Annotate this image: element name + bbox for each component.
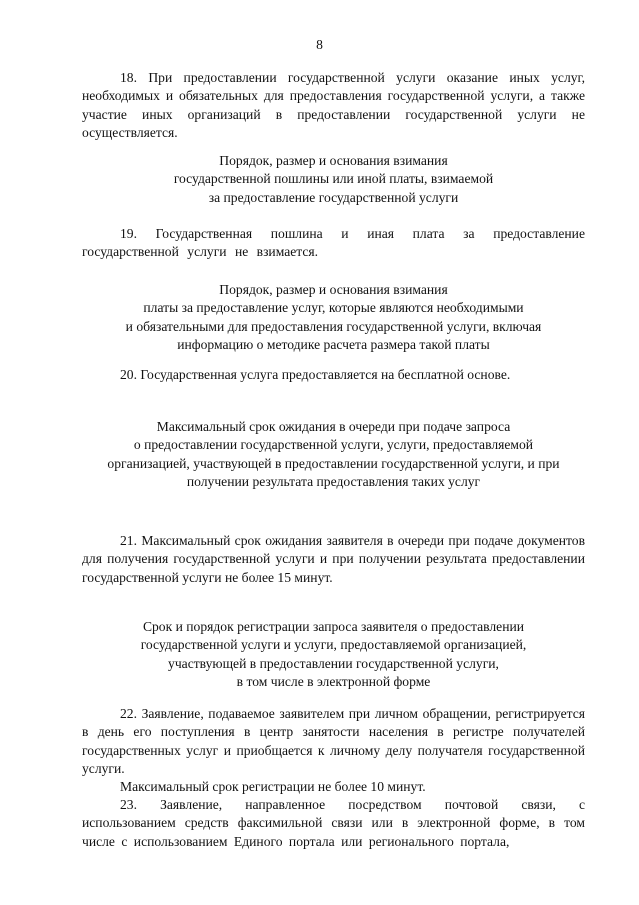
paragraph-22-max-time: Максимальный срок регистрации не более 10 минут.	[120, 779, 426, 794]
paragraph-19: 19. Государственная пошлина и иная плата за предоставление государственной услуги не взимается.	[82, 226, 585, 260]
heading-line: участвующей в предоставлении государственной услуги,	[168, 655, 499, 671]
paragraph-23: 23. Заявление, направленное посредством почтовой связи, с использованием средств факсимильной связи или в электронной форме, в том числе с использованием Единого портала или регионального портала,	[82, 797, 585, 849]
heading-line: государственной услуги и услуги, предоставляемой организацией,	[140, 637, 527, 653]
heading-registration	[82, 618, 585, 692]
heading-line: организацией, участвующей в предоставлении государственной услуги, и при	[107, 455, 560, 471]
heading-waiting-time	[82, 418, 585, 492]
heading-line: Срок и порядок регистрации запроса заявителя о предоставлении	[142, 619, 525, 634]
paragraph-22: 22. Заявление, подаваемое заявителем при личном обращении, регистрируется в день его поступления в центр занятости населения в регистре получателей государственных услуг и приобщается к личному делу получателя государственной услуги.	[82, 706, 585, 777]
heading-line: в том числе в электронной форме	[236, 674, 431, 690]
paragraph-18: 18. При предоставлении государственной услуги оказание иных услуг, необходимых и обязательных для предоставления государственной услуги, а также участие иных организаций в предоставлении государственной услуги не осуществляется.	[82, 70, 585, 141]
paragraph-21: 21. Максимальный срок ожидания заявителя в очереди при подаче документов для получения государственной услуги и при получении результата предоставлении государственной услуги не более 15 минут.	[82, 533, 585, 585]
heading-line: получении результата предоставления таких услуг	[186, 474, 481, 490]
heading-line: Максимальный срок ожидания в очереди при подаче запроса	[156, 419, 511, 434]
heading-line: государственной пошлины или иной платы, взимаемой	[173, 171, 494, 187]
heading-line: и обязательными для предоставления государственной услуги, включая	[125, 318, 542, 334]
heading-line: за предоставление государственной услуги	[208, 189, 459, 205]
heading-line: платы за предоставление услуг, которые являются необходимыми	[143, 300, 524, 316]
heading-state-fee	[82, 152, 585, 207]
page-number: 8	[316, 37, 323, 52]
heading-line: информацию о методике расчета размера такой платы	[177, 337, 490, 353]
heading-line: Порядок, размер и основания взимания	[219, 153, 448, 168]
paragraph-20: 20. Государственная услуга предоставляется на бесплатной основе.	[120, 367, 511, 382]
heading-line: Порядок, размер и основания взимания	[219, 282, 448, 297]
heading-payment	[82, 281, 585, 355]
heading-line: о предоставлении государственной услуги, услуги, предоставляемой	[133, 437, 534, 453]
